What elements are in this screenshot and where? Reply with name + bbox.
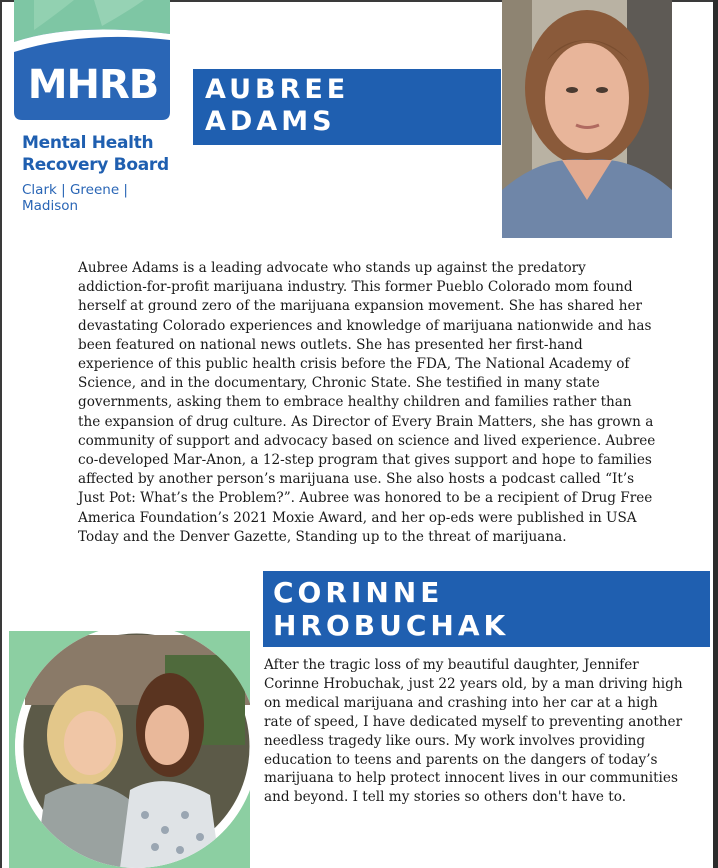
page-border <box>713 0 718 868</box>
portrait-image-icon <box>15 625 258 868</box>
banner-name-last: HROBUCHAK <box>273 609 510 642</box>
mhrb-logo <box>14 0 174 214</box>
bio-text-corinne: After the tragic loss of my beautiful daughter, Jennifer Corinne Hrobuchak, just 22 years old, by a man driving high on medical marijuana and crashing into her car at a high rate of speed, I have dedicated myself to preventing another needless tragedy like ours. My work involves providing education to teens and parents on the dangers of today’s marijuana to help protect innocent lives in our communities and beyond. I tell my stories so others don't have to. <box>264 657 683 806</box>
banner-name-first: AUBREE <box>205 74 350 105</box>
organization-counties: Clark | Greene | Madison <box>22 182 128 214</box>
portrait-photo-corinne <box>15 625 258 868</box>
banner-name-first: CORINNE <box>273 576 444 609</box>
name-banner-corinne <box>263 571 710 647</box>
page-border <box>0 0 2 868</box>
portrait-photo-aubree <box>502 0 672 238</box>
banner-name-last: ADAMS <box>205 106 336 137</box>
logo-text: MHRB <box>27 62 159 108</box>
bio-text-aubree: Aubree Adams is a leading advocate who stands up against the predatory addiction-for-profit marijuana industry. This former Pueblo Colorado mom found herself at ground zero of the marijuana expansion movement. She has shared her devastating Colorado experiences and knowledge of marijuana nationwide and has been featured on national news outlets. She has presented her first-hand experience of this public health crisis before the FDA, The National Academy of Science, and in the documentary, Chronic State. She testified in many state governments, asking them to embrace healthy children and families rather than the expansion of drug culture. As Director of Every Brain Matters, she has grown a community of support and advocacy based on science and lived experience. Aubree co-developed Mar-Anon, a 12-step program that gives support and hope to families affected by another person’s marijuana use. She also hosts a podcast called “It’s Just Pot: What’s the Problem?”. Aubree was honored to be a recipient of Drug Free America Foundation’s 2021 Moxie Award, and her op-eds were published in USA Today and the Denver Gazette, Standing up to the threat of marijuana. <box>78 260 656 545</box>
name-banner-aubree <box>193 69 501 145</box>
organization-name: Mental Health Recovery Board <box>22 133 169 175</box>
portrait-image-icon <box>502 0 672 238</box>
